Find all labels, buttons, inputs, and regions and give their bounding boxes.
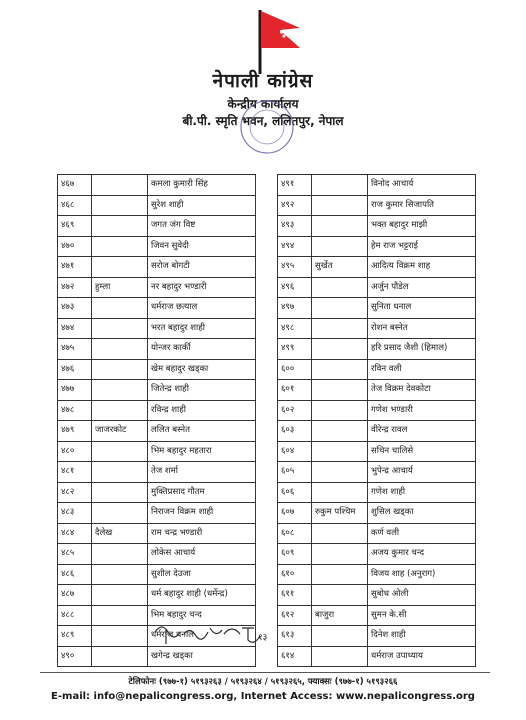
table-row <box>278 216 476 237</box>
table-row <box>58 195 256 216</box>
serial-number: ६११ <box>278 585 312 606</box>
district-name <box>312 195 368 216</box>
district-name <box>312 236 368 257</box>
org-name: नेपाली कांग्रेस <box>212 70 314 92</box>
table-row <box>278 585 476 606</box>
member-name: गणेश शाही <box>368 482 476 503</box>
district-name <box>312 318 368 339</box>
district-name <box>92 175 148 196</box>
table-row <box>278 626 476 647</box>
table-row <box>278 482 476 503</box>
serial-number: ४६८ <box>58 195 92 216</box>
table-row <box>58 564 256 585</box>
serial-number: ४७४ <box>58 318 92 339</box>
member-name: रविन वली <box>368 359 476 380</box>
serial-number: ४८३ <box>58 503 92 524</box>
member-name: विनोद आचार्य <box>368 175 476 196</box>
district-name <box>92 564 148 585</box>
district-name <box>92 195 148 216</box>
member-name: सरोज बोगटी <box>148 257 256 278</box>
serial-number: ४६७ <box>58 175 92 196</box>
serial-number: ६१० <box>278 564 312 585</box>
table-row <box>278 503 476 524</box>
member-name: भिम बहादुर महतारा <box>148 441 256 462</box>
table-row <box>58 585 256 606</box>
member-name: विजय शाह (अनुराग) <box>368 564 476 585</box>
serial-number: ४७० <box>58 236 92 257</box>
table-row <box>58 339 256 360</box>
serial-number: ६१३ <box>278 626 312 647</box>
member-name: भक्त बहादुर माझी <box>368 216 476 237</box>
serial-number: ४८२ <box>58 482 92 503</box>
serial-number: ६१२ <box>278 605 312 626</box>
district-name <box>92 462 148 483</box>
member-name: हरि प्रसाद जैशी (हिमाल) <box>368 339 476 360</box>
table-row <box>58 257 256 278</box>
district-name <box>312 380 368 401</box>
member-name: भरत बहादुर शाही <box>148 318 256 339</box>
table-row <box>58 503 256 524</box>
table-row <box>278 523 476 544</box>
serial-number: ४८१ <box>58 462 92 483</box>
serial-number: ४९९ <box>278 339 312 360</box>
serial-number: ६१४ <box>278 646 312 667</box>
table-row <box>278 380 476 401</box>
district-name <box>92 544 148 565</box>
serial-number: ४९८ <box>278 318 312 339</box>
district-name: बाजुरा <box>312 605 368 626</box>
member-name: रविन्द्र शाही <box>148 400 256 421</box>
member-name: आदित्य विक्रम शाह <box>368 257 476 278</box>
member-name: अजय कुमार चन्द <box>368 544 476 565</box>
member-name: सुरेश शाही <box>148 195 256 216</box>
member-name: जितेन्द्र शाही <box>148 380 256 401</box>
table-row <box>58 277 256 298</box>
member-name: खेम बहादुर खड्का <box>148 359 256 380</box>
serial-number: ६०४ <box>278 441 312 462</box>
member-name: लोकेस आचार्य <box>148 544 256 565</box>
serial-number: ४८७ <box>58 585 92 606</box>
district-name <box>312 298 368 319</box>
serial-number: ६०७ <box>278 503 312 524</box>
table-row <box>278 175 476 196</box>
district-name <box>312 216 368 237</box>
serial-number: ४९१ <box>278 175 312 196</box>
district-name <box>92 503 148 524</box>
serial-number: ४७३ <box>58 298 92 319</box>
footer-divider <box>40 672 490 673</box>
member-name: सुशील देउजा <box>148 564 256 585</box>
member-name: योन्जर कार्की <box>148 339 256 360</box>
district-name <box>312 585 368 606</box>
table-row <box>278 462 476 483</box>
serial-number: ४९५ <box>278 257 312 278</box>
member-name: तेज शर्मा <box>148 462 256 483</box>
table-row <box>58 380 256 401</box>
serial-number: ४९६ <box>278 277 312 298</box>
table-row <box>58 236 256 257</box>
page-number: १३ <box>258 633 268 643</box>
district-name <box>92 400 148 421</box>
district-name: सुर्खेत <box>312 257 368 278</box>
table-row <box>58 359 256 380</box>
table-row <box>278 298 476 319</box>
serial-number: ४९० <box>58 646 92 667</box>
member-list-right <box>277 174 476 667</box>
district-name: रुकुम पश्चिम <box>312 503 368 524</box>
serial-number: ४८९ <box>58 626 92 647</box>
district-name <box>92 585 148 606</box>
member-name: मुक्तिप्रसाद गौतम <box>148 482 256 503</box>
member-name: निराजन विक्रम शाही <box>148 503 256 524</box>
member-name: नर बहादुर भण्डारी <box>148 277 256 298</box>
table-row <box>58 441 256 462</box>
district-name: जाजरकोट <box>92 421 148 442</box>
district-name <box>92 359 148 380</box>
serial-number: ६०१ <box>278 380 312 401</box>
member-name: रोशन बस्नेत <box>368 318 476 339</box>
member-name: गणेश भण्डारी <box>368 400 476 421</box>
table-row <box>278 318 476 339</box>
serial-number: ४७९ <box>58 421 92 442</box>
table-row <box>278 236 476 257</box>
member-list-left <box>57 174 256 667</box>
district-name <box>92 318 148 339</box>
member-name: खगेन्द्र खड्का <box>148 646 256 667</box>
serial-number: ६०५ <box>278 462 312 483</box>
serial-number: ४७२ <box>58 277 92 298</box>
table-row <box>58 421 256 442</box>
table-row <box>58 523 256 544</box>
serial-number: ६०६ <box>278 482 312 503</box>
serial-number: ४९४ <box>278 236 312 257</box>
table-row <box>58 462 256 483</box>
member-name: धर्मराज धनाल <box>148 626 256 647</box>
member-name: धर्मराज उपाध्याय <box>368 646 476 667</box>
member-name: हेम राज भट्टराई <box>368 236 476 257</box>
district-name <box>312 462 368 483</box>
district-name <box>312 441 368 462</box>
district-name <box>312 421 368 442</box>
table-row <box>58 175 256 196</box>
district-name: हुम्ला <box>92 277 148 298</box>
member-name: सुबोध ओली <box>368 585 476 606</box>
district-name <box>312 564 368 585</box>
member-name: अर्जुन पौडेल <box>368 277 476 298</box>
office-seal-stamp-icon <box>238 98 296 156</box>
table-row <box>278 257 476 278</box>
district-name <box>92 216 148 237</box>
district-name <box>312 544 368 565</box>
district-name <box>92 605 148 626</box>
table-row <box>278 421 476 442</box>
district-name <box>312 339 368 360</box>
serial-number: ४८८ <box>58 605 92 626</box>
district-name <box>312 400 368 421</box>
member-name: वीरेन्द्र रावल <box>368 421 476 442</box>
serial-number: ४८५ <box>58 544 92 565</box>
table-row <box>278 564 476 585</box>
district-name <box>92 626 148 647</box>
member-name: ललित बस्नेत <box>148 421 256 442</box>
table-row <box>278 605 476 626</box>
table-row <box>278 544 476 565</box>
footer-phone: टेलिफोनः (९७७-१) ५१९३२६३ / ५१९३२६४ / ५१९३२६५, फ्याक्सः (९७७-१) ५१९३२६६ <box>128 677 398 687</box>
serial-number: ४८४ <box>58 523 92 544</box>
serial-number: ६०२ <box>278 400 312 421</box>
table-row <box>278 195 476 216</box>
member-name: कमला कुमारी सिंह <box>148 175 256 196</box>
member-name: भिम बहादुर चन्द <box>148 605 256 626</box>
serial-number: ४८६ <box>58 564 92 585</box>
table-row <box>278 646 476 667</box>
table-row <box>278 441 476 462</box>
district-name: दैलेख <box>92 523 148 544</box>
letterhead <box>0 0 526 170</box>
district-name <box>312 482 368 503</box>
serial-number: ४९७ <box>278 298 312 319</box>
party-flag-logo-icon <box>248 6 308 76</box>
serial-number: ४७५ <box>58 339 92 360</box>
member-name: राम चन्द्र भण्डारी <box>148 523 256 544</box>
district-name <box>92 482 148 503</box>
table-row <box>58 216 256 237</box>
district-name <box>92 380 148 401</box>
table-row <box>58 482 256 503</box>
serial-number: ४८० <box>58 441 92 462</box>
table-row <box>278 359 476 380</box>
member-name: राज कुमार सिजापति <box>368 195 476 216</box>
table-row <box>278 400 476 421</box>
district-name <box>312 277 368 298</box>
member-name: सुमन के.सी <box>368 605 476 626</box>
member-name: शुसिल खड्का <box>368 503 476 524</box>
serial-number: ६०३ <box>278 421 312 442</box>
serial-number: ४६९ <box>58 216 92 237</box>
footer-email: E-mail: info@nepalicongress.org, Internet Access: www.nepalicongress.org <box>51 691 475 702</box>
member-name: सुनिता धनाल <box>368 298 476 319</box>
serial-number: ६०९ <box>278 544 312 565</box>
serial-number: ४७८ <box>58 400 92 421</box>
member-name: सचिन चालिसे <box>368 441 476 462</box>
district-name <box>312 626 368 647</box>
office-address: बी.पी. स्मृति भवन, ललितपुर, नेपाल <box>182 114 344 128</box>
member-name: धर्म बहादुर शाही (धर्मेन्द्र) <box>148 585 256 606</box>
table-row <box>58 544 256 565</box>
table-row <box>58 298 256 319</box>
office-name: केन्द्रीय कार्यालय <box>227 97 299 111</box>
serial-number: ४९२ <box>278 195 312 216</box>
district-name <box>92 257 148 278</box>
member-name: दिनेश शाही <box>368 626 476 647</box>
serial-number: ४७६ <box>58 359 92 380</box>
serial-number: ४७७ <box>58 380 92 401</box>
serial-number: ६०० <box>278 359 312 380</box>
serial-number: ६०८ <box>278 523 312 544</box>
district-name <box>312 646 368 667</box>
member-name: धर्मराज छत्याल <box>148 298 256 319</box>
district-name <box>312 359 368 380</box>
district-name <box>312 175 368 196</box>
member-name: कर्ण वली <box>368 523 476 544</box>
district-name <box>312 523 368 544</box>
member-name: जगत जंग विष्ट <box>148 216 256 237</box>
district-name <box>92 646 148 667</box>
member-name: भुपेन्द्र आचार्य <box>368 462 476 483</box>
table-row <box>58 400 256 421</box>
district-name <box>92 236 148 257</box>
table-row <box>278 277 476 298</box>
member-name: जिवन सुवेदी <box>148 236 256 257</box>
serial-number: ४९३ <box>278 216 312 237</box>
table-row <box>278 339 476 360</box>
table-row <box>58 318 256 339</box>
district-name <box>92 339 148 360</box>
member-name: तेज विक्रम देवकोटा <box>368 380 476 401</box>
serial-number: ४७१ <box>58 257 92 278</box>
district-name <box>92 298 148 319</box>
district-name <box>92 441 148 462</box>
